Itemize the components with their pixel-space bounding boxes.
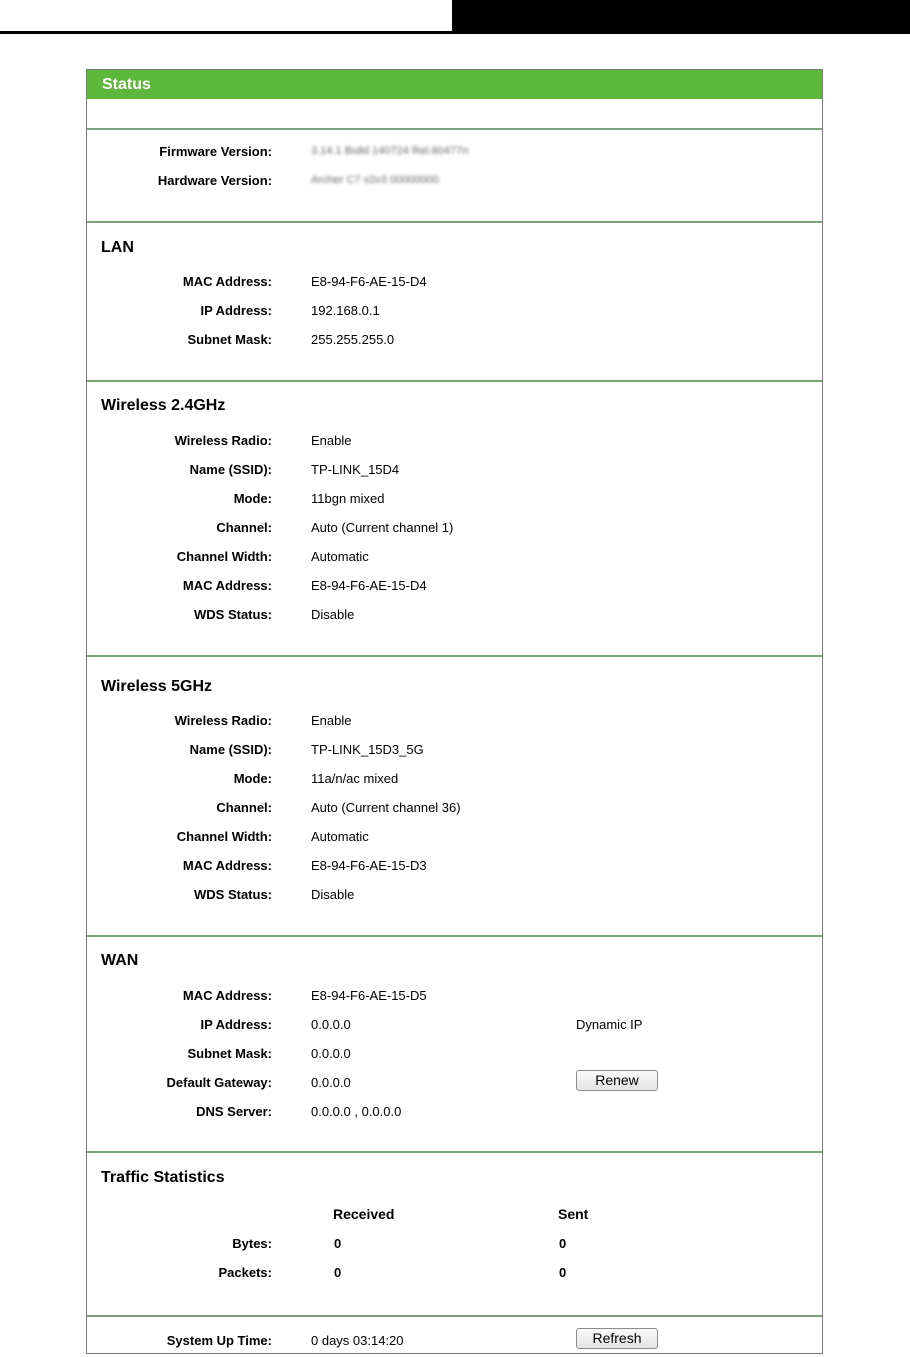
- sent-column-header: Sent: [558, 1206, 589, 1222]
- lan-mac-value: E8-94-F6-AE-15-D4: [311, 274, 427, 289]
- lan-heading: LAN: [101, 239, 134, 256]
- wan-subnet-value: 0.0.0.0: [311, 1046, 351, 1061]
- section-divider: [87, 1315, 822, 1317]
- w5-channel-value: Auto (Current channel 36): [311, 800, 461, 815]
- w24-wds-value: Disable: [311, 607, 355, 622]
- firmware-version-value: 3.14.1 Build 140724 Rel.60477n: [311, 145, 469, 157]
- header-black-band: [452, 0, 910, 34]
- w24-ssid-label: Name (SSID):: [189, 462, 272, 477]
- w5-mac-label: MAC Address:: [182, 858, 272, 873]
- w5-mode-value: 11a/n/ac mixed: [311, 771, 399, 786]
- w5-width-value: Automatic: [311, 829, 369, 844]
- hardware-version-label: Hardware Version:: [157, 173, 272, 188]
- w24-channel-label: Channel:: [216, 520, 272, 535]
- w24-channel-value: Auto (Current channel 1): [311, 520, 454, 535]
- section-divider: [87, 1151, 822, 1153]
- packets-received: 0: [334, 1265, 342, 1280]
- w5-ssid-label: Name (SSID):: [189, 742, 272, 757]
- wan-gateway-value: 0.0.0.0: [311, 1075, 351, 1090]
- bytes-sent: 0: [559, 1236, 567, 1251]
- received-column-header: Received: [333, 1206, 395, 1222]
- w24-width-value: Automatic: [311, 549, 369, 564]
- title-bar: [87, 70, 822, 99]
- w5-wds-label: WDS Status:: [194, 887, 272, 902]
- uptime-label: System Up Time:: [166, 1333, 272, 1348]
- wan-mac-label: MAC Address:: [182, 988, 272, 1003]
- w24-mac-value: E8-94-F6-AE-15-D4: [311, 578, 427, 593]
- wan-ip-label: IP Address:: [200, 1017, 272, 1032]
- renew-button[interactable]: Renew: [576, 1070, 658, 1091]
- section-divider: [87, 380, 822, 382]
- section-divider: [87, 935, 822, 937]
- wan-subnet-label: Subnet Mask:: [187, 1046, 272, 1061]
- w24-width-label: Channel Width:: [176, 549, 272, 564]
- hardware-version-value: Archer C7 v2v3 00000000: [311, 174, 439, 186]
- header-rule: [0, 31, 452, 34]
- wan-heading: WAN: [101, 952, 139, 969]
- wan-dns-value: 0.0.0.0 , 0.0.0.0: [311, 1104, 402, 1119]
- packets-sent: 0: [559, 1265, 567, 1280]
- lan-ip-value: 192.168.0.1: [311, 303, 380, 318]
- w24-ssid-value: TP-LINK_15D4: [311, 462, 400, 477]
- firmware-version-label: Firmware Version:: [159, 144, 272, 159]
- wan-ip-type: Dynamic IP: [576, 1017, 643, 1032]
- w5-radio-label: Wireless Radio:: [174, 713, 272, 728]
- w5-ssid-value: TP-LINK_15D3_5G: [311, 742, 424, 757]
- w24-mode-label: Mode:: [233, 491, 272, 506]
- lan-mac-label: MAC Address:: [182, 274, 272, 289]
- page-title: Status: [102, 76, 151, 93]
- bytes-received: 0: [334, 1236, 342, 1251]
- w24-radio-label: Wireless Radio:: [174, 433, 272, 448]
- refresh-button[interactable]: Refresh: [576, 1328, 658, 1349]
- w5-channel-label: Channel:: [216, 800, 272, 815]
- w24-radio-value: Enable: [311, 433, 352, 448]
- w24-wds-label: WDS Status:: [194, 607, 272, 622]
- uptime-value: 0 days 03:14:20: [311, 1333, 404, 1348]
- section-divider: [87, 655, 822, 657]
- section-divider: [87, 221, 822, 223]
- lan-subnet-value: 255.255.255.0: [311, 332, 395, 347]
- packets-label: Packets:: [218, 1265, 272, 1280]
- lan-subnet-label: Subnet Mask:: [187, 332, 272, 347]
- w24-mac-label: MAC Address:: [182, 578, 272, 593]
- wireless-24-heading: Wireless 2.4GHz: [101, 397, 226, 414]
- bytes-label: Bytes:: [232, 1236, 272, 1251]
- w5-radio-value: Enable: [311, 713, 352, 728]
- w5-mode-label: Mode:: [233, 771, 272, 786]
- wan-dns-label: DNS Server:: [196, 1104, 272, 1119]
- w5-wds-value: Disable: [311, 887, 355, 902]
- traffic-heading: Traffic Statistics: [101, 1169, 225, 1186]
- lan-ip-label: IP Address:: [200, 303, 272, 318]
- section-divider: [87, 128, 822, 130]
- w5-mac-value: E8-94-F6-AE-15-D3: [311, 858, 427, 873]
- wireless-5-heading: Wireless 5GHz: [101, 678, 213, 695]
- w24-mode-value: 11bgn mixed: [311, 491, 385, 506]
- wan-ip-value: 0.0.0.0: [311, 1017, 351, 1032]
- wan-gateway-label: Default Gateway:: [166, 1075, 272, 1090]
- w5-width-label: Channel Width:: [176, 829, 272, 844]
- status-panel: [86, 69, 823, 1354]
- wan-mac-value: E8-94-F6-AE-15-D5: [311, 988, 427, 1003]
